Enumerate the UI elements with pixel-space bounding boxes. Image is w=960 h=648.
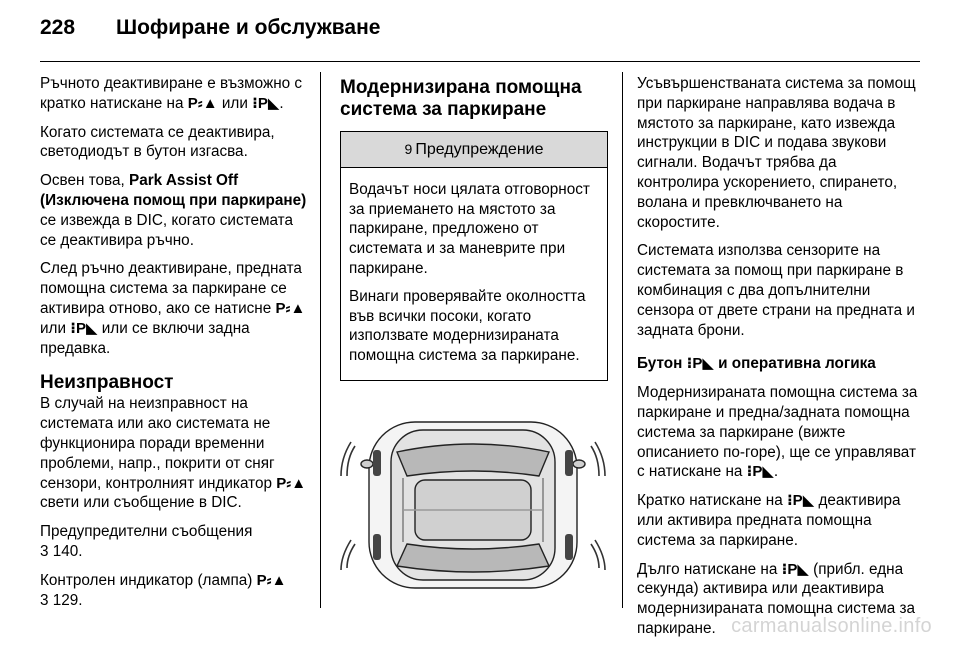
heading-fault: Неизправност [40, 372, 174, 394]
column-separator-1 [320, 72, 321, 608]
warning-body [341, 168, 607, 380]
column-3 [637, 74, 919, 648]
column-1 [40, 74, 308, 619]
parking-led-icon: P⸗▲ [256, 571, 287, 589]
parking-led-icon: P⸗▲ [187, 94, 218, 112]
heading-button-logic: Бутон ⁝P◣ и оперативна логика [637, 355, 876, 373]
paragraph-led-off: Когато системата се деактивира, светодиодът в бутон изгасва. [40, 123, 275, 161]
paragraph-manual-deactivation: Ръчното деактивиране е възможно с кратко натискане на P⸗▲ или ⁝P◣. [40, 75, 303, 112]
page-reference-link[interactable]: 3 129. [40, 591, 83, 609]
paragraph-control-indicator: Контролен индикатор (лампа) P⸗▲ 3 129. [40, 571, 287, 609]
car-sensor-illustration [333, 394, 613, 609]
paragraph-long-press: Дълго натискане на ⁝P◣ (прибл. една секунда) активира или деактивира модернизираната помощна система за паркиране. [637, 560, 915, 637]
park-assist-button-icon: ⁝P◣ [746, 463, 774, 481]
watermark: carmanualsonline.info [731, 615, 932, 637]
warning-box [340, 131, 608, 381]
column-2 [340, 74, 610, 381]
warning-paragraph-1: Водачът носи цялата отговорност за приемането на мястото за паркиране, предложено от системата и за маневрите при паркиране. [349, 180, 590, 277]
paragraph-fault: В случай на неизправност на системата или ако системата не функционира поради временни проблеми, напр., покрити от сняг сензори, контролният индикатор P⸗▲ свети или съобщение в DIC. [40, 395, 307, 512]
park-assist-button-icon: ⁝P◣ [781, 560, 809, 578]
paragraph-advanced-system: Усъвършенстваната система за помощ при паркиране направлява водача в мястото за паркиране, като извежда инструкции в DIC и подава звукови сигнали. Водачът трябва да контролира ускорението, спирането, волана и превключването на скоростите. [637, 75, 916, 231]
car-top-view [361, 422, 585, 588]
page-number: 228 [40, 16, 76, 39]
park-assist-button-icon: ⁝P◣ [786, 492, 815, 510]
warning-triangle-icon: 9 [404, 141, 413, 157]
page-reference-link[interactable]: 3 140. [40, 542, 83, 560]
warning-title: Предупреждение [415, 141, 544, 158]
parking-led-icon: P⸗▲ [275, 299, 306, 317]
warning-header [341, 132, 607, 168]
parking-led-icon: P⸗▲ [276, 474, 307, 492]
paragraph-warning-messages: Предупредителни съобщения 3 140. [40, 523, 253, 560]
heading-advanced-park-assist: Модернизирана помощна система за паркиране [340, 77, 582, 120]
park-assist-button-icon: ⁝P◣ [686, 355, 714, 373]
paragraph-reactivation: След ръчно деактивиране, предната помощна система за паркиране се активира отново, ако се натисне P⸗▲ или ⁝P◣ или се включи задна предавка. [40, 260, 306, 357]
dic-message-text: Park Assist Off (Изключена помощ при паркиране) [40, 172, 307, 209]
chapter-title: Шофиране и обслужване [116, 16, 381, 39]
column-separator-2 [622, 72, 623, 608]
warning-paragraph-2: Винаги проверявайте околността във всички посоки, когато използвате модернизираната помощна система за паркиране. [349, 287, 586, 365]
paragraph-control: Модернизираната помощна система за паркиране и предна/задната помощна система за паркиране (вижте описанието по-горе), ще се управляват с натискане на ⁝P◣. [637, 384, 918, 481]
paragraph-sensors: Системата използва сензорите на системата за помощ при паркиране в комбинация с два допълнителни сензора от двете страни на предната и задната брони. [637, 242, 915, 339]
paragraph-short-press: Кратко натискане на ⁝P◣ деактивира или активира предната помощна система за паркиране. [637, 492, 901, 549]
park-assist-button-icon: ⁝P◣ [252, 94, 280, 112]
paragraph-dic-message: Освен това, Park Assist Off (Изключена помощ при паркиране) се извежда в DIC, когато системата се деактивира ръчно. [40, 172, 307, 249]
header-rule [40, 61, 920, 62]
park-assist-button-icon: ⁝P◣ [70, 319, 98, 337]
